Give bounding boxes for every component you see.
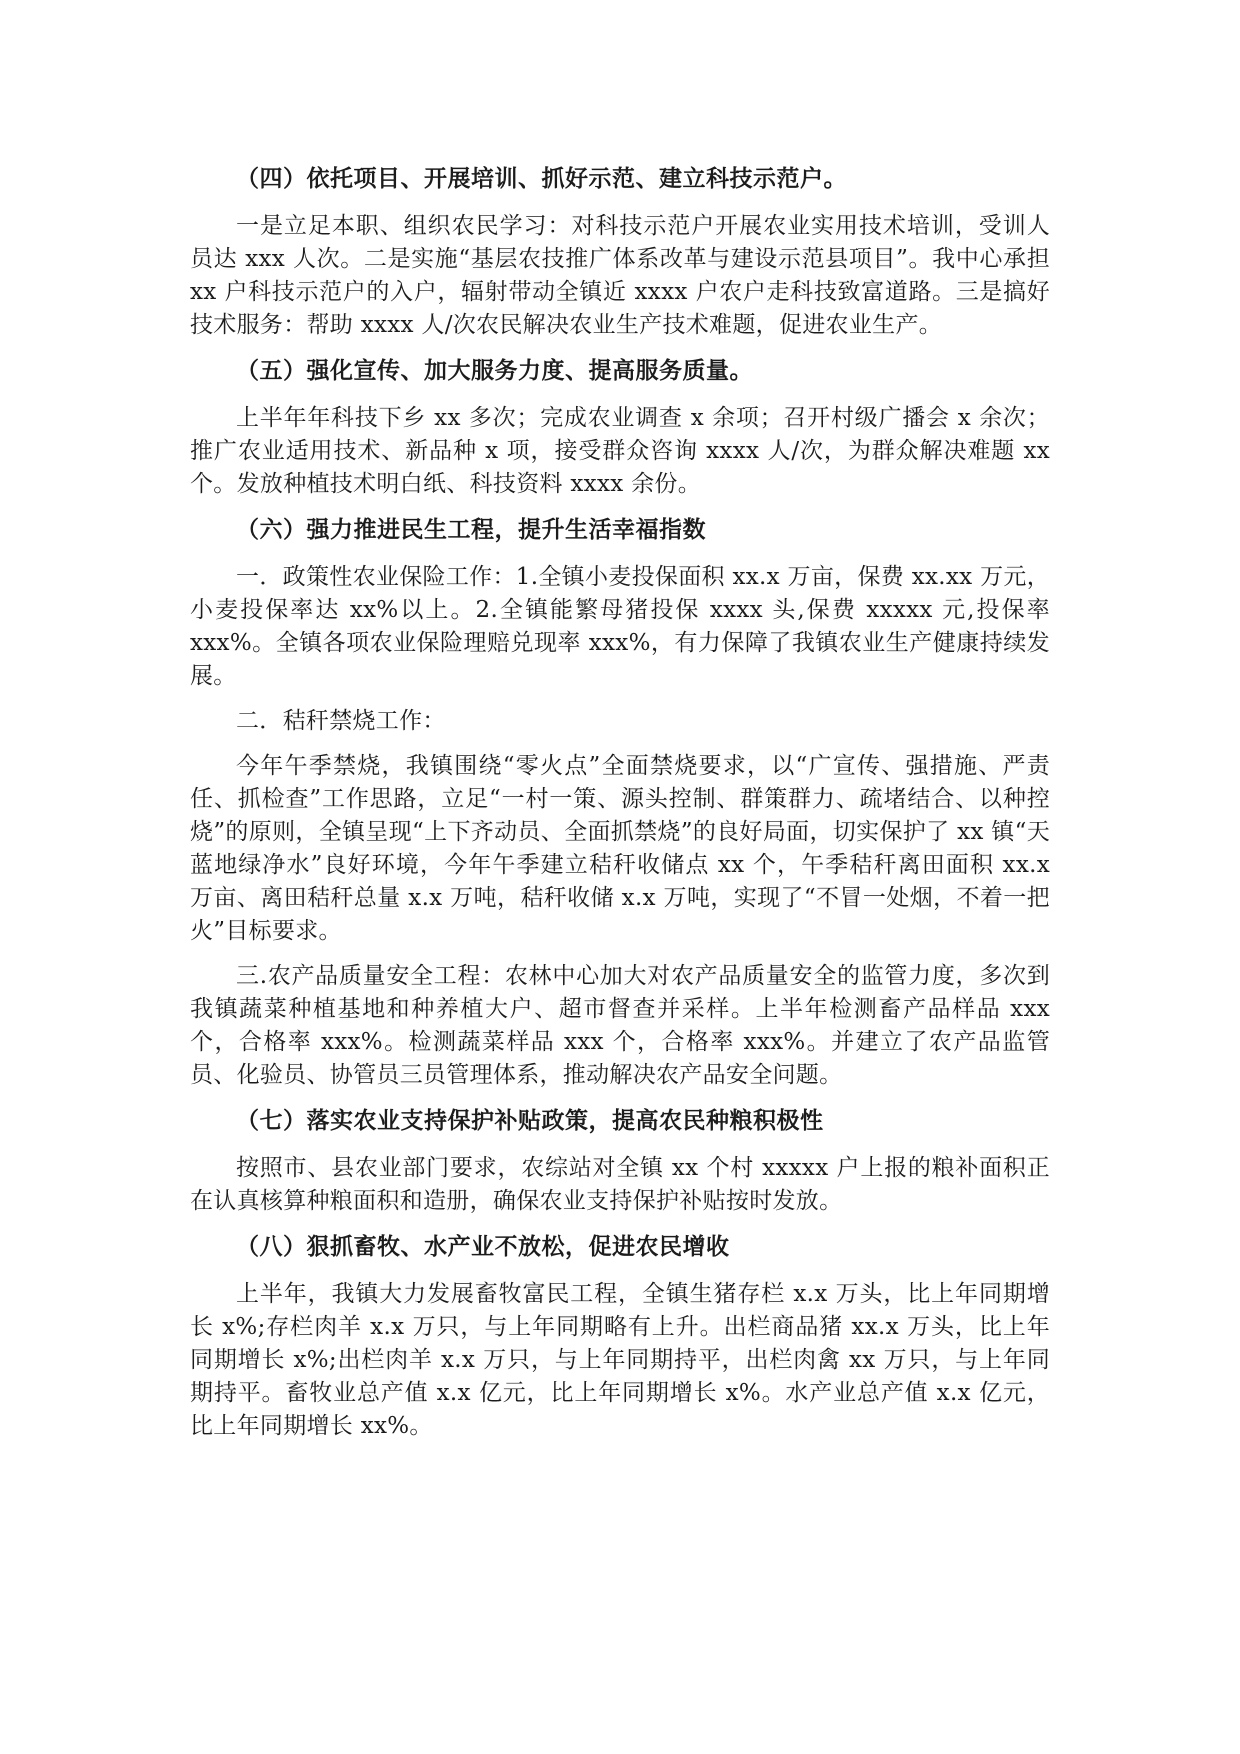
paragraph: 上半年年科技下乡 xx 多次；完成农业调查 x 余项；召开村级广播会 x 余次；推广农业适用技术、新品种 x 项，接受群众咨询 xxxx 人/次，为群众解决难题 xx 个。发放种植技术明白纸、科技资料 xxxx 余份。 bbox=[190, 405, 1050, 497]
section-heading: （六）强力推进民生工程，提升生活幸福指数 bbox=[236, 517, 706, 543]
section-heading: （五）强化宣传、加大服务力度、提高服务质量。 bbox=[236, 358, 753, 384]
section-heading: （四）依托项目、开展培训、抓好示范、建立科技示范户。 bbox=[236, 166, 847, 192]
paragraph: 今年午季禁烧，我镇围绕“零火点”全面禁烧要求，以“广宣传、强措施、严责任、抓检查”工作思路，立足“一村一策、源头控制、群策群力、疏堵结合、以种控烧”的原则，全镇呈现“上下齐动员、全面抓禁烧”的良好局面，切实保护了 xx 镇“天蓝地绿净水”良好环境，今年午季建立秸秆收储点 xx 个，午季秸秆离田面积 xx.x 万亩、离田秸秆总量 x.x 万吨，秸秆收储 x.x 万吨，实现了“不冒一处烟，不着一把火”目标要求。 bbox=[190, 753, 1050, 944]
paragraph: 二．秸秆禁烧工作： bbox=[236, 708, 446, 734]
section-heading: （八）狠抓畜牧、水产业不放松，促进农民增收 bbox=[236, 1234, 730, 1260]
paragraph: 三.农产品质量安全工程：农林中心加大对农产品质量安全的监管力度，多次到我镇蔬菜种植基地和种养植大户、超市督查并采样。上半年检测畜产品样品 xxx 个，合格率 xxx%。检测蔬菜样品 xxx 个，合格率 xxx%。并建立了农产品监管员、化验员、协管员三员管理体系，推动解决农产品安全问题。 bbox=[190, 963, 1050, 1088]
paragraph: 上半年，我镇大力发展畜牧富民工程，全镇生猪存栏 x.x 万头，比上年同期增长 x%;存栏肉羊 x.x 万只，与上年同期略有上升。出栏商品猪 xx.x 万头，比上年同期增长 x%;出栏肉羊 x.x 万只，与上年同期持平，出栏肉禽 xx 万只，与上年同期持平。畜牧业总产值 x.x 亿元，比上年同期增长 x%。水产业总产值 x.x 亿元，比上年同期增长 xx%。 bbox=[190, 1281, 1050, 1439]
paragraph: 按照市、县农业部门要求，农综站对全镇 xx 个村 xxxxx 户上报的粮补面积正在认真核算种粮面积和造册，确保农业支持保护补贴按时发放。 bbox=[190, 1155, 1050, 1214]
paragraph: 一是立足本职、组织农民学习：对科技示范户开展农业实用技术培训，受训人员达 xxx 人次。二是实施“基层农技推广体系改革与建设示范县项目”。我中心承担 xx 户科技示范户的入户，辐射带动全镇近 xxxx 户农户走科技致富道路。三是搞好技术服务：帮助 xxxx 人/次农民解决农业生产技术难题，促进农业生产。 bbox=[190, 213, 1050, 338]
section-heading: （七）落实农业支持保护补贴政策，提高农民种粮积极性 bbox=[236, 1108, 824, 1134]
paragraph: 一．政策性农业保险工作：1.全镇小麦投保面积 xx.x 万亩，保费 xx.xx 万元，小麦投保率达 xx%以上。2.全镇能繁母猪投保 xxxx 头,保费 xxxxx 元,投保率 xxx%。全镇各项农业保险理赔兑现率 xxx%，有力保障了我镇农业生产健康持续发展。 bbox=[190, 564, 1050, 689]
document-page bbox=[190, 162, 1050, 1455]
